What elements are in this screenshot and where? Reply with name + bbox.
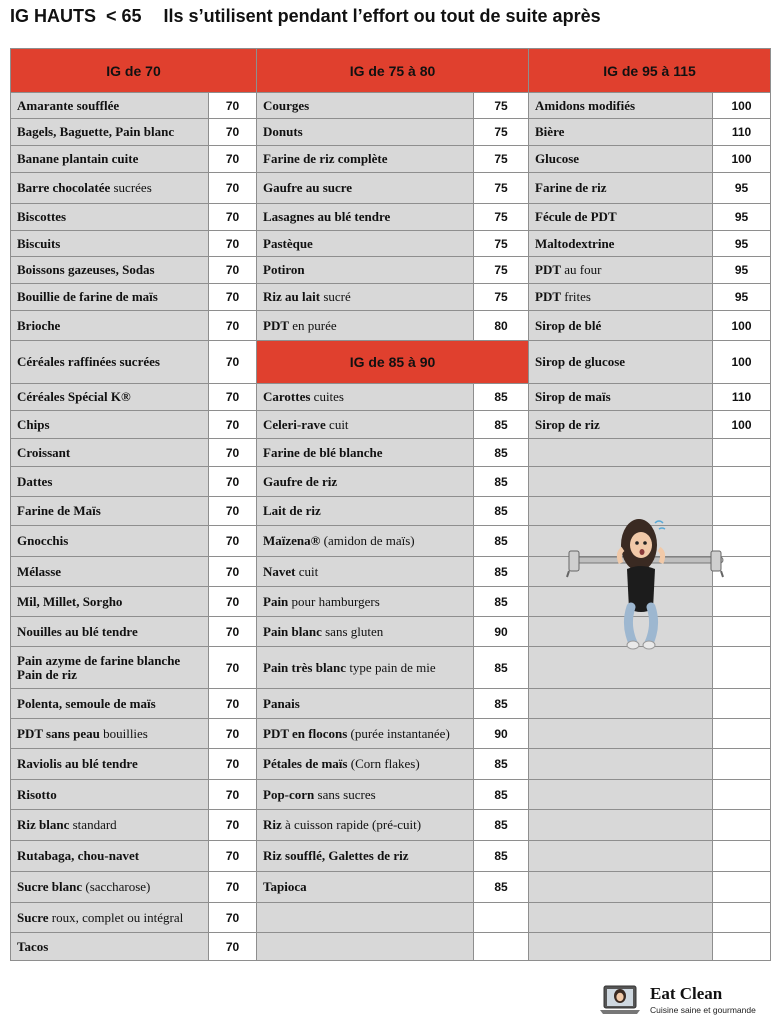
item-detail: cuit — [325, 416, 349, 432]
item-name-cell — [11, 689, 209, 719]
item-name-cell — [11, 780, 209, 810]
ig-value: 70 — [209, 467, 257, 497]
item-detail: roux, complet ou intégral — [48, 909, 184, 925]
item-name: Raviolis au blé tendre — [17, 756, 138, 771]
ig-value: 85 — [474, 411, 529, 439]
item-name-cell — [257, 647, 474, 689]
ig-value: 80 — [474, 311, 529, 341]
ig-value: 70 — [209, 587, 257, 617]
ig-value: 100 — [713, 311, 771, 341]
item-name: Sucre blanc — [17, 879, 83, 894]
item-name: Farine de riz complète — [263, 151, 388, 166]
ig-value: 85 — [474, 497, 529, 526]
item-name-cell — [257, 749, 474, 780]
header-ig-70: IG de 70 — [11, 49, 257, 93]
ig-value — [713, 780, 771, 810]
ig-value: 110 — [713, 384, 771, 411]
item-name: Pain blanc — [263, 623, 322, 639]
item-name: Courges — [263, 97, 310, 113]
item-name-cell — [11, 810, 209, 841]
ig-value: 70 — [209, 719, 257, 749]
item-name-cell — [257, 204, 474, 231]
item-name: Boissons gazeuses, Sodas — [17, 262, 155, 277]
item-name-cell — [257, 497, 474, 526]
item-name: Mélasse — [17, 563, 62, 579]
ig-value: 85 — [474, 841, 529, 872]
item-detail: cuites — [310, 389, 344, 404]
item-name-cell — [529, 231, 713, 257]
ig-value: 70 — [209, 872, 257, 903]
ig-value: 70 — [209, 231, 257, 257]
item-name-cell — [257, 284, 474, 311]
ig-value: 70 — [209, 810, 257, 841]
item-name: Panais — [263, 695, 300, 711]
item-name-cell — [529, 173, 713, 204]
title-main: IG HAUTS < 65 — [10, 6, 142, 26]
item-name: Céréales raffinées sucrées — [17, 354, 160, 369]
item-name: Potiron — [263, 262, 305, 277]
item-name-cell — [11, 841, 209, 872]
item-name-cell — [257, 231, 474, 257]
table-row — [11, 439, 771, 467]
ig-value — [474, 903, 529, 933]
item-name: Pain — [263, 593, 289, 609]
logo-brand: Eat Clean — [650, 984, 723, 1003]
item-name: Polenta, semoule de maïs — [17, 695, 156, 711]
ig-value: 85 — [474, 557, 529, 587]
bitmoji-illustration — [565, 515, 725, 655]
item-name-cell — [11, 467, 209, 497]
item-name: PDT — [535, 262, 562, 277]
item-name-cell — [11, 749, 209, 780]
item-name-cell — [529, 311, 713, 341]
item-name: Céréales Spécial K® — [17, 389, 131, 404]
table-row — [11, 841, 771, 872]
ig-value: 75 — [474, 284, 529, 311]
item-name-cell — [11, 119, 209, 146]
ig-value: 70 — [209, 933, 257, 961]
item-name-cell — [257, 146, 474, 173]
ig-value — [474, 933, 529, 961]
table-row — [11, 284, 771, 311]
ig-value: 70 — [209, 119, 257, 146]
item-name: Sirop de maïs — [535, 389, 611, 404]
item-detail: sucré — [320, 289, 351, 304]
item-name-cell — [257, 689, 474, 719]
ig-value — [713, 749, 771, 780]
table-row — [11, 780, 771, 810]
ig-value: 70 — [209, 257, 257, 284]
item-name-cell — [257, 872, 474, 903]
item-name-cell — [529, 903, 713, 933]
ig-value: 70 — [209, 497, 257, 526]
item-name: Farine de Maïs — [17, 503, 101, 518]
ig-value: 85 — [474, 587, 529, 617]
item-name-cell — [11, 497, 209, 526]
item-detail: standard — [69, 817, 117, 832]
item-name-cell — [257, 526, 474, 557]
item-name: Gnocchis — [17, 533, 69, 548]
table-row — [11, 93, 771, 119]
item-name-cell — [11, 173, 209, 204]
table-row — [11, 719, 771, 749]
item-name: Gaufre de riz — [263, 473, 338, 489]
ig-value — [713, 467, 771, 497]
ig-value: 85 — [474, 439, 529, 467]
ig-value: 85 — [474, 384, 529, 411]
table-row — [11, 257, 771, 284]
ig-value: 85 — [474, 467, 529, 497]
ig-value: 95 — [713, 204, 771, 231]
item-name-cell — [257, 841, 474, 872]
table-row — [11, 411, 771, 439]
item-name: Brioche — [17, 317, 61, 333]
item-name-cell — [529, 467, 713, 497]
item-name: Farine de blé blanche — [263, 444, 383, 460]
item-name-cell — [257, 257, 474, 284]
item-name-cell — [11, 719, 209, 749]
table-row — [11, 749, 771, 780]
item-name: Croissant — [17, 444, 71, 460]
ig-value: 110 — [713, 119, 771, 146]
item-name-cell — [257, 810, 474, 841]
ig-value: 85 — [474, 872, 529, 903]
item-name-cell — [257, 780, 474, 810]
ig-value: 100 — [713, 411, 771, 439]
ig-value: 70 — [209, 384, 257, 411]
ig-value: 70 — [209, 173, 257, 204]
table-row — [11, 903, 771, 933]
ig-value: 70 — [209, 557, 257, 587]
item-name-cell — [257, 903, 474, 933]
item-name-cell — [257, 411, 474, 439]
ig-value: 90 — [474, 719, 529, 749]
table-row — [11, 173, 771, 204]
item-detail: cuit — [295, 563, 319, 579]
item-name-cell — [529, 872, 713, 903]
ig-value: 70 — [209, 439, 257, 467]
ig-value — [713, 439, 771, 467]
item-name-cell — [257, 557, 474, 587]
ig-value — [713, 841, 771, 872]
item-name-cell — [257, 617, 474, 647]
item-detail: (amidon de maïs) — [320, 533, 415, 548]
item-name-cell — [11, 903, 209, 933]
ig-value: 75 — [474, 231, 529, 257]
item-name: Bière — [535, 124, 565, 139]
item-name: Pain très blanc — [263, 659, 347, 675]
ig-value — [713, 903, 771, 933]
item-detail: (Corn flakes) — [347, 756, 420, 771]
ig-value: 70 — [209, 617, 257, 647]
header-ig-75-80: IG de 75 à 80 — [257, 49, 529, 93]
item-name: Biscottes — [17, 209, 67, 224]
item-detail: bouillies — [99, 725, 148, 741]
item-detail: (purée instantanée) — [347, 725, 450, 741]
table-row — [11, 231, 771, 257]
ig-value: 70 — [209, 780, 257, 810]
item-name-cell — [529, 119, 713, 146]
item-name-cell — [529, 841, 713, 872]
ig-value: 75 — [474, 257, 529, 284]
item-name: Farine de riz — [535, 180, 607, 195]
ig-value — [713, 933, 771, 961]
item-name: Lait de riz — [263, 503, 321, 518]
ig-value: 100 — [713, 146, 771, 173]
item-name-cell — [11, 411, 209, 439]
item-name: PDT — [263, 317, 289, 333]
logo-tagline: Cuisine saine et gourmande — [650, 1005, 756, 1015]
item-name-cell — [11, 617, 209, 647]
ig-value: 95 — [713, 284, 771, 311]
item-name-cell — [11, 93, 209, 119]
item-name: Tapioca — [263, 879, 307, 894]
header-row — [11, 49, 771, 93]
ig-value: 70 — [209, 841, 257, 872]
item-name-cell — [529, 810, 713, 841]
ig-value: 70 — [209, 93, 257, 119]
item-name: Pain azyme de farine blanche — [17, 652, 181, 668]
item-detail: en purée — [289, 317, 337, 333]
ig-value: 95 — [713, 257, 771, 284]
ig-value: 85 — [474, 810, 529, 841]
ig-value — [713, 689, 771, 719]
item-name: Fécule de PDT — [535, 209, 617, 224]
ig-table — [10, 48, 770, 961]
item-name: Celeri-rave — [263, 416, 326, 432]
item-name-cell — [257, 93, 474, 119]
item-name-cell — [11, 439, 209, 467]
item-name: Gaufre au sucre — [263, 180, 353, 195]
item-name: Barre chocolatée — [17, 180, 111, 195]
item-name: Pétales de maïs — [263, 756, 348, 771]
ig-value: 70 — [209, 204, 257, 231]
item-name-cell — [11, 647, 209, 689]
ig-value: 95 — [713, 173, 771, 204]
ig-value: 70 — [209, 749, 257, 780]
item-name-cell — [529, 719, 713, 749]
item-name-cell — [257, 439, 474, 467]
item-name-cell — [529, 384, 713, 411]
table-row — [11, 384, 771, 411]
item-name: Lasagnes au blé tendre — [263, 209, 391, 224]
item-name-cell — [257, 119, 474, 146]
item-detail: sucrées — [110, 180, 152, 195]
ig-value: 70 — [209, 903, 257, 933]
item-name-cell — [11, 557, 209, 587]
item-name-cell — [257, 467, 474, 497]
item-detail: au four — [561, 262, 602, 277]
ig-value: 70 — [209, 411, 257, 439]
item-name-cell — [529, 439, 713, 467]
ig-value: 70 — [209, 689, 257, 719]
item-name-cell — [11, 933, 209, 961]
item-name-cell — [529, 204, 713, 231]
item-name-cell — [529, 257, 713, 284]
ig-value: 75 — [474, 173, 529, 204]
item-name-cell — [529, 411, 713, 439]
item-name-cell — [11, 231, 209, 257]
item-name: Glucose — [535, 151, 580, 166]
ig-value: 85 — [474, 526, 529, 557]
item-name-cell — [529, 749, 713, 780]
header-ig-95-115: IG de 95 à 115 — [529, 49, 771, 93]
laptop-avatar-icon — [598, 980, 642, 1018]
item-name: Bagels, Baguette, Pain blanc — [17, 124, 175, 139]
item-name: Riz — [263, 817, 282, 832]
ig-value: 95 — [713, 231, 771, 257]
ig-value: 75 — [474, 146, 529, 173]
table-row — [11, 872, 771, 903]
ig-value: 100 — [713, 93, 771, 119]
ig-value: 70 — [209, 526, 257, 557]
item-detail: à cuisson rapide (pré-cuit) — [281, 817, 422, 832]
table-row — [11, 311, 771, 341]
table-row — [11, 689, 771, 719]
item-name-cell — [529, 284, 713, 311]
ig-value: 70 — [209, 146, 257, 173]
item-name: PDT — [535, 289, 562, 304]
ig-value: 75 — [474, 119, 529, 146]
item-name: Pastèque — [263, 235, 313, 251]
item-detail: pour hamburgers — [288, 593, 380, 609]
item-name-cell — [11, 284, 209, 311]
table-body — [11, 49, 771, 961]
ig-value: 70 — [209, 341, 257, 384]
title-subtitle: Ils s’utilisent pendant l’effort ou tout de suite après — [163, 6, 601, 26]
item-name-cell — [11, 311, 209, 341]
item-detail: frites — [561, 289, 591, 304]
item-name: Navet — [263, 563, 296, 579]
item-name: Nouilles au blé tendre — [17, 623, 138, 639]
item-name-cell — [257, 173, 474, 204]
item-name: Sucre — [17, 909, 49, 925]
ig-value — [713, 872, 771, 903]
item-name: Maïzena® — [263, 533, 321, 548]
ig-value: 70 — [209, 647, 257, 689]
item-name: PDT sans peau — [17, 725, 100, 741]
item-name: Biscuits — [17, 235, 61, 251]
item-name: PDT en flocons — [263, 725, 348, 741]
ig-value: 85 — [474, 780, 529, 810]
table-row — [11, 119, 771, 146]
item-name: Chips — [17, 416, 50, 432]
item-name: Amidons modifiés — [535, 97, 636, 113]
table-row — [11, 146, 771, 173]
item-name: Amarante soufflée — [17, 97, 120, 113]
ig-value: 85 — [474, 689, 529, 719]
ig-value — [713, 719, 771, 749]
item-name-cell — [257, 933, 474, 961]
ig-value: 100 — [713, 341, 771, 384]
item-name: Carottes — [263, 389, 311, 404]
page-title — [10, 6, 601, 27]
item-name: Risotto — [17, 786, 57, 802]
item-name-cell — [11, 341, 209, 384]
table-row — [11, 204, 771, 231]
item-name-cell — [11, 587, 209, 617]
item-name: Maltodextrine — [535, 235, 615, 251]
item-name-cell — [529, 341, 713, 384]
item-name-cell — [529, 933, 713, 961]
item-name: Riz au lait — [263, 289, 321, 304]
item-name-cell — [11, 872, 209, 903]
table-row — [11, 467, 771, 497]
ig-value: 75 — [474, 204, 529, 231]
table-row — [11, 810, 771, 841]
item-name: Riz blanc — [17, 817, 70, 832]
item-name-cell — [257, 311, 474, 341]
item-name-line2: Pain de riz — [17, 666, 77, 682]
item-detail: sans sucres — [314, 786, 376, 802]
eat-clean-logo — [598, 980, 768, 1020]
ig-value: 85 — [474, 647, 529, 689]
item-name: Mil, Millet, Sorgho — [17, 593, 123, 609]
item-name-cell — [529, 780, 713, 810]
ig-value: 70 — [209, 284, 257, 311]
table-row — [11, 341, 771, 384]
ig-value: 85 — [474, 749, 529, 780]
item-name-cell — [11, 146, 209, 173]
item-detail: sans gluten — [321, 623, 384, 639]
item-name-cell — [257, 587, 474, 617]
item-name: Dattes — [17, 473, 53, 489]
item-name-cell — [11, 204, 209, 231]
ig-value: 70 — [209, 311, 257, 341]
item-detail: (saccharose) — [82, 879, 151, 894]
item-name: Donuts — [263, 124, 303, 139]
item-name-cell — [11, 257, 209, 284]
item-name: Pop-corn — [263, 786, 315, 802]
item-name: Sirop de riz — [535, 416, 600, 432]
item-name: Sirop de blé — [535, 317, 602, 333]
item-name-cell — [529, 146, 713, 173]
item-name: Bouillie de farine de maïs — [17, 289, 158, 304]
item-name-cell — [11, 526, 209, 557]
item-name-cell — [11, 384, 209, 411]
item-name: Sirop de glucose — [535, 354, 626, 369]
ig-value: 75 — [474, 93, 529, 119]
item-name: Rutabaga, chou-navet — [17, 848, 140, 863]
item-name-cell — [257, 719, 474, 749]
item-detail: type pain de mie — [346, 659, 436, 675]
header-ig-85-90: IG de 85 à 90 — [257, 341, 529, 384]
item-name: Banane plantain cuite — [17, 151, 139, 166]
item-name: Riz soufflé, Galettes de riz — [263, 848, 409, 863]
item-name: Tacos — [17, 938, 49, 954]
table-row — [11, 933, 771, 961]
ig-value — [713, 810, 771, 841]
ig-value: 90 — [474, 617, 529, 647]
item-name-cell — [257, 384, 474, 411]
item-name-cell — [529, 93, 713, 119]
item-name-cell — [529, 689, 713, 719]
